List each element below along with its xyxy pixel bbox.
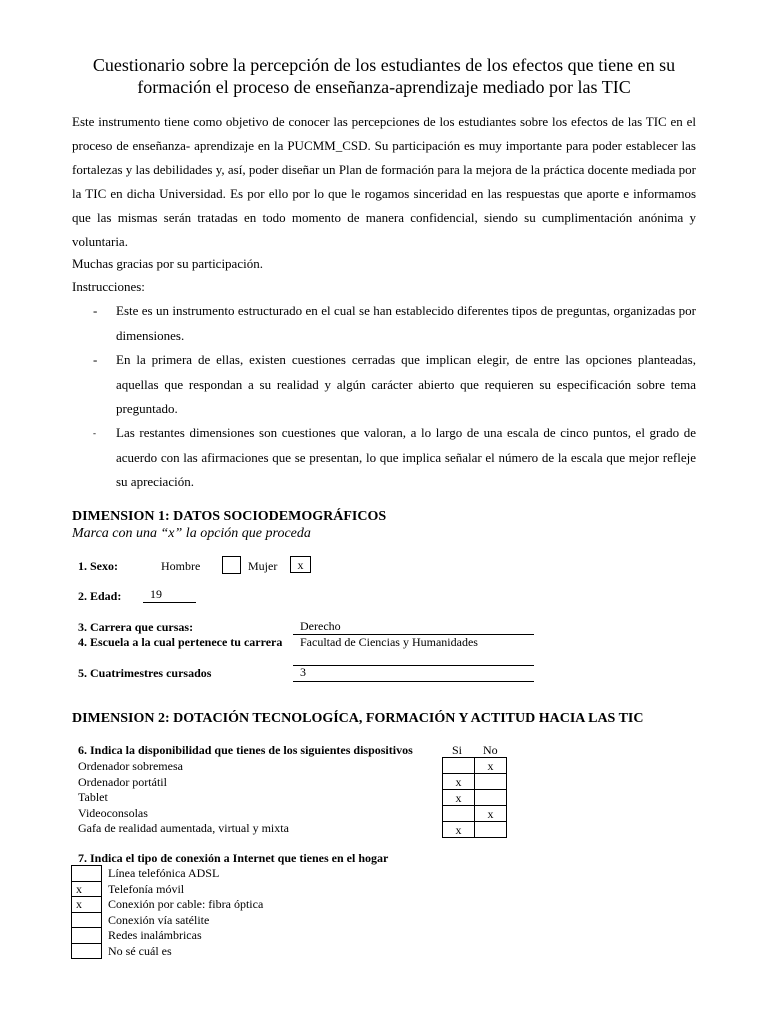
instruction-item: En la primera de ellas, existen cuestiones cerradas que implican elegir, de entre las opciones planteadas, aquellas que respondan a su realidad y algún carácter abierto que requieren su especificación sobre tema preguntado. (116, 352, 696, 416)
page-title: Cuestionario sobre la percepción de los estudiantes de los efectos que tiene en su formación el proceso de enseñanza-aprendizaje mediado por las TIC (92, 55, 676, 97)
connection-label: Conexión vía satélite (108, 912, 210, 927)
carrera-field[interactable]: Derecho (293, 619, 534, 635)
bullet-dash: - (93, 303, 98, 318)
device-si-cell[interactable] (443, 806, 475, 822)
connection-label: Conexión por cable: fibra óptica (108, 897, 264, 912)
hombre-label: Hombre (161, 559, 201, 573)
hombre-checkbox[interactable] (222, 556, 241, 574)
escuela-field[interactable]: Facultad de Ciencias y Humanidades (293, 635, 534, 666)
connection-label: Redes inalámbricas (108, 928, 202, 943)
device-name: Ordenador portátil (78, 774, 167, 789)
table-row (443, 774, 507, 790)
table-row (72, 943, 264, 959)
column-si-header: Si (452, 743, 463, 757)
mujer-checkbox[interactable]: x (290, 556, 311, 573)
thanks-text: Muchas gracias por su participación. (72, 256, 263, 271)
edad-field[interactable]: 19 (143, 587, 196, 603)
connection-checkbox[interactable]: x (72, 881, 102, 897)
device-si-cell[interactable]: x (443, 774, 475, 790)
intro-paragraph: Este instrumento tiene como objetivo de conocer las percepciones de los estudiantes sobre los efectos de las TIC en el proceso de enseñanza- aprendizaje en la PUCMM_CSD. Su participación es muy importante para poder establecer las fortalezas y las debilidades y, así, poder diseñar un Plan de formación para la mejora de la práctica docente mediada por la TIC en dicha Universidad. Es por ello por lo que le rogamos sinceridad en las respuestas que aporte e informamos que las mismas serán tratadas en todo momento de manera confidencial, siendo su cumplimentación anónima y voluntaria. (72, 114, 696, 249)
mujer-label: Mujer (248, 559, 278, 573)
cuatrimestres-field[interactable]: 3 (293, 665, 534, 682)
device-si-cell[interactable] (443, 758, 475, 774)
dimension-1-heading: DIMENSION 1: DATOS SOCIODEMOGRÁFICOS (72, 509, 387, 524)
device-no-cell[interactable] (475, 822, 507, 838)
instruction-item: Este es un instrumento estructurado en el cual se han establecido diferentes tipos de preguntas, organizadas por dimensiones. (116, 303, 696, 343)
connection-label: No sé cuál es (108, 943, 172, 958)
question-6-label: 6. Indica la disponibilidad que tienes de los siguientes dispositivos (78, 743, 413, 757)
table-row (72, 866, 264, 882)
table-row (72, 881, 264, 897)
table-row (443, 822, 507, 838)
carrera-label: 3. Carrera que cursas: (78, 620, 194, 634)
device-name: Ordenador sobremesa (78, 759, 183, 773)
device-name: Gafa de realidad aumentada, virtual y mixta (78, 821, 289, 835)
escuela-label: 4. Escuela a la cual pertenece tu carrera (78, 635, 283, 649)
table-row (72, 897, 264, 913)
connection-label: Línea telefónica ADSL (108, 866, 220, 881)
cuatrimestres-label: 5. Cuatrimestres cursados (78, 666, 212, 680)
connection-checkbox[interactable] (72, 912, 102, 928)
dimension-2-heading: DIMENSION 2: DOTACIÓN TECNOLOGÍCA, FORMACIÓN Y ACTITUD HACIA LAS TIC (72, 711, 644, 726)
table-row (443, 806, 507, 822)
connection-label: Telefonía móvil (108, 881, 185, 896)
connection-checkbox[interactable] (72, 928, 102, 944)
table-row (443, 790, 507, 806)
instruction-item: Las restantes dimensiones son cuestiones que valoran, a lo largo de una escala de cinco puntos, el grado de acuerdo con las afirmaciones que se presentan, lo que implica señalar el número de la escala que mejor refleje su apreciación. (116, 425, 696, 489)
question-7-label: 7. Indica el tipo de conexión a Internet que tienes en el hogar (78, 851, 389, 865)
bullet-dash: - (93, 352, 98, 367)
bullet-dash: - (93, 428, 96, 438)
edad-label: 2. Edad: (78, 589, 122, 603)
table-row (72, 928, 264, 944)
device-no-cell[interactable] (475, 774, 507, 790)
device-si-cell[interactable]: x (443, 822, 475, 838)
device-si-cell[interactable]: x (443, 790, 475, 806)
device-list (78, 759, 289, 837)
devices-table (442, 757, 507, 838)
connection-checkbox[interactable] (72, 866, 102, 882)
device-no-cell[interactable]: x (475, 806, 507, 822)
device-no-cell[interactable] (475, 790, 507, 806)
device-name: Videoconsolas (78, 805, 148, 820)
table-row (72, 912, 264, 928)
sexo-label: 1. Sexo: (78, 559, 118, 573)
column-no-header: No (483, 743, 498, 757)
connection-checkbox[interactable] (72, 943, 102, 959)
table-row (443, 758, 507, 774)
dimension-1-subtitle: Marca con una “x” la opción que proceda (72, 526, 311, 541)
device-no-cell[interactable]: x (475, 758, 507, 774)
connection-checkbox[interactable]: x (72, 897, 102, 913)
device-name: Tablet (78, 790, 108, 804)
connections-table (71, 865, 264, 959)
instructions-label: Instrucciones: (72, 279, 145, 294)
